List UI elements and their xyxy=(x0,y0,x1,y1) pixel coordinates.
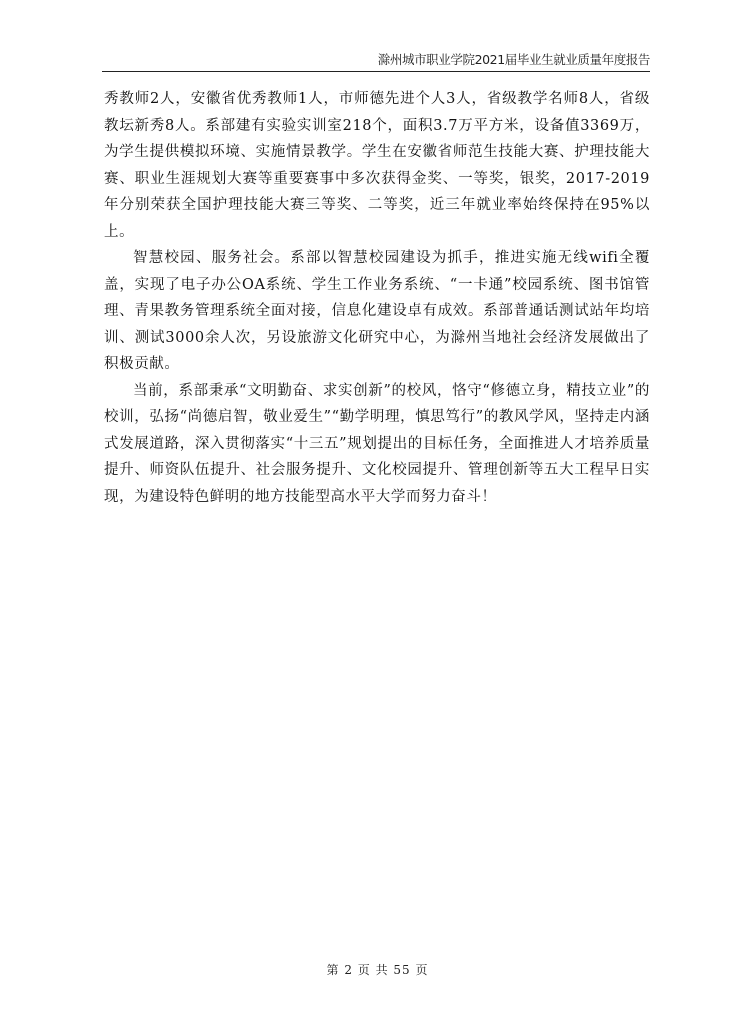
paragraph-continuation: 秀教师2人，安徽省优秀教师1人，市师德先进个人3人，省级教学名师8人，省级教坛新秀8人。系部建有实验实训室218个，面积3.7万平方米，设备值3369万，为学生提供模拟环境、实施情景教学。学生在安徽省师范生技能大赛、护理技能大赛、职业生涯规划大赛等重要赛事中多次获得金奖、一等奖，银奖，2017-2019年分别荣获全国护理技能大赛三等奖、二等奖，近三年就业率始终保持在95%以上。 xyxy=(104,91,650,240)
header-rule xyxy=(102,71,650,72)
document-body xyxy=(104,86,650,510)
page-header-title: 滁州城市职业学院2021届毕业生就业质量年度报告 xyxy=(377,52,650,67)
paragraph-current-goals: 当前，系部秉承“文明勤奋、求实创新”的校风，恪守“修德立身，精技立业”的校训，弘扬“尚德启智，敬业爱生”“勤学明理，慎思笃行”的教风学风，坚持走内涵式发展道路，深入贯彻落实“十三五”规划提出的目标任务，全面推进人才培养质量提升、师资队伍提升、社会服务提升、文化校园提升、管理创新等五大工程早日实现，为建设特色鲜明的地方技能型高水平大学而努力奋斗！ xyxy=(104,382,650,505)
paragraph-smart-campus: 智慧校园、服务社会。系部以智慧校园建设为抓手，推进实施无线wifi全覆盖，实现了电子办公OA系统、学生工作业务系统、“一卡通”校园系统、图书馆管理、青果教务管理系统全面对接，信息化建设卓有成效。系部普通话测试站年均培训、测试3000余人次，另设旅游文化研究中心，为滁州当地社会经济发展做出了积极贡献。 xyxy=(104,250,650,372)
page-number-footer: 第 2 页 共 55 页 xyxy=(326,963,429,977)
